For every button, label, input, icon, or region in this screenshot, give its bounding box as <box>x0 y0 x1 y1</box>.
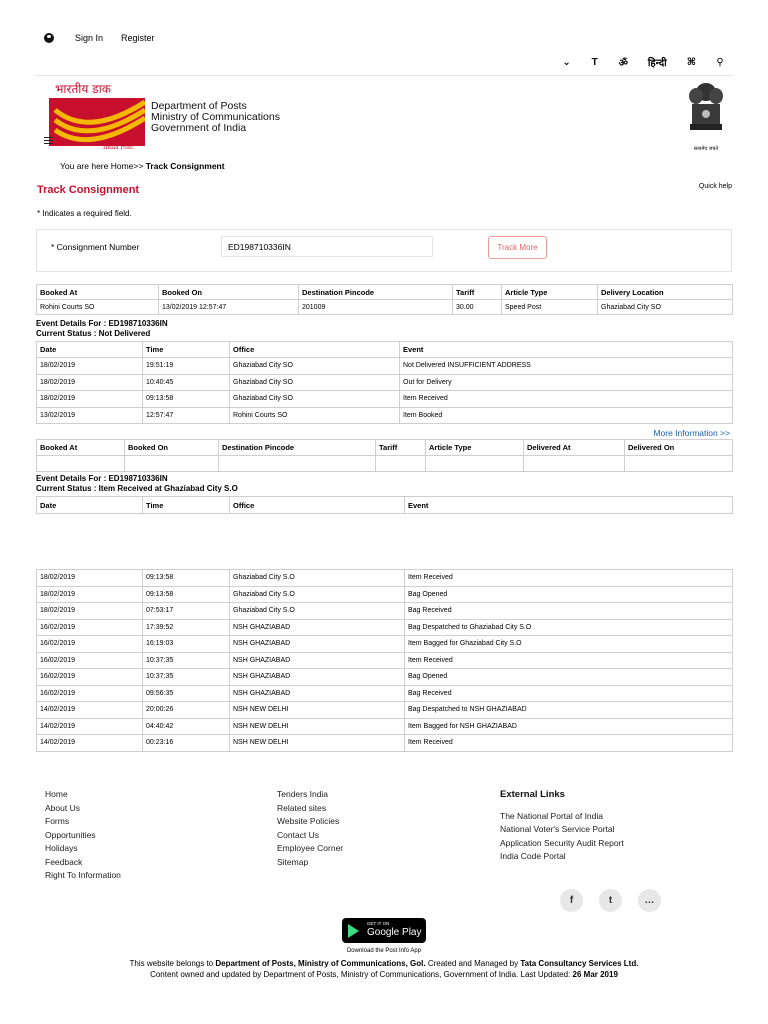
table-cell: Bag Despatched to NSH GHAZIABAD <box>405 702 733 719</box>
language-toggle[interactable]: हिन्दी <box>647 58 667 69</box>
table-row <box>37 300 733 315</box>
column-header: Event <box>405 497 733 514</box>
credits-owner: Department of Posts, Ministry of Communications, GoI. <box>215 959 426 968</box>
column-header: Destination Pincode <box>299 285 453 300</box>
external-link[interactable]: National Voter's Service Portal <box>500 824 615 834</box>
table-cell: Item Received <box>405 735 733 752</box>
footer-link[interactable]: Contact Us <box>277 829 320 840</box>
table-cell: 16/02/2019 <box>37 685 143 702</box>
footer-link[interactable]: Website Policies <box>277 816 340 826</box>
table-cell: 30.00 <box>453 300 502 315</box>
accessibility-tools <box>562 55 724 69</box>
table-cell: Ghaziabad City SO <box>598 300 733 315</box>
footer-link[interactable]: Related sites <box>277 802 327 813</box>
table-row <box>37 735 733 752</box>
emblem-icon <box>684 80 728 142</box>
credits-line-2 <box>0 969 768 980</box>
table-row <box>37 685 733 702</box>
table-cell: 16/02/2019 <box>37 652 143 669</box>
events-table-2 <box>36 569 733 752</box>
national-emblem <box>684 80 728 152</box>
consignment-number-label: * Consignment Number <box>51 242 140 252</box>
table-cell: 18/02/2019 <box>37 586 143 603</box>
current-status: Current Status : Item Received at Ghaziabad City S.O <box>36 484 238 493</box>
table-cell: 09:13:58 <box>143 570 230 587</box>
last-updated-date: 26 Mar 2019 <box>572 970 618 979</box>
table-cell: NSH GHAZIABAD <box>230 636 405 653</box>
column-header: Article Type <box>502 285 598 300</box>
events-table-1 <box>36 341 733 424</box>
gplay-big-text: Google Play <box>367 927 422 938</box>
table-cell: 09:56:35 <box>143 685 230 702</box>
footer-link[interactable]: Home <box>45 789 68 799</box>
external-links-heading: External Links <box>500 789 565 800</box>
facebook-icon[interactable]: f <box>560 889 583 912</box>
table-cell: Not Delivered INSUFFICIENT ADDRESS <box>400 358 733 375</box>
table-cell <box>524 456 625 472</box>
table-cell: 16:19:03 <box>143 636 230 653</box>
table-cell <box>125 456 219 472</box>
column-header: Time <box>143 342 230 358</box>
credits-line-1 <box>0 958 768 969</box>
footer-link[interactable]: About Us <box>45 802 80 813</box>
event-details-for: Event Details For : ED198710336IN <box>36 319 168 328</box>
table-cell: NSH NEW DELHI <box>230 702 405 719</box>
table-cell: NSH GHAZIABAD <box>230 652 405 669</box>
table-cell: 13/02/2019 12:57:47 <box>159 300 299 315</box>
table-cell: NSH GHAZIABAD <box>230 685 405 702</box>
table-cell: Ghaziabad City S.O <box>230 603 405 620</box>
column-header: Booked At <box>37 440 125 456</box>
table-cell: Item Bagged for NSH GHAZIABAD <box>405 718 733 735</box>
social-links <box>560 889 661 912</box>
sitemap-icon[interactable]: ⌘ <box>686 56 696 68</box>
table-row <box>37 669 733 686</box>
column-header: Booked On <box>125 440 219 456</box>
sign-in-link[interactable]: Sign In <box>75 33 104 43</box>
footer-links-col-2 <box>277 788 343 869</box>
search-icon[interactable]: ⚲ <box>716 56 724 68</box>
table-row <box>37 358 733 375</box>
dept-line-1: Department of Posts <box>151 100 247 112</box>
event-details-header-1 <box>36 319 168 339</box>
quick-help-link[interactable]: Quick help <box>698 183 732 190</box>
table-cell: Ghaziabad City SO <box>230 358 400 375</box>
credits-vendor: Tata Consultancy Services Ltd. <box>520 959 639 968</box>
table-cell: 14/02/2019 <box>37 702 143 719</box>
column-header: Booked On <box>159 285 299 300</box>
credits-text: This website belongs to <box>129 959 216 968</box>
text-size-icon[interactable]: T <box>591 56 598 68</box>
table-row <box>37 407 733 424</box>
table-cell: NSH GHAZIABAD <box>230 669 405 686</box>
table-cell: 04:40:42 <box>143 718 230 735</box>
footer-link[interactable]: Opportunities <box>45 829 96 840</box>
table-cell: 18/02/2019 <box>37 391 143 408</box>
page-title: Track Consignment <box>37 184 140 196</box>
dept-line-2: Ministry of Communications <box>151 111 280 123</box>
breadcrumb-current: Track Consignment <box>145 161 225 171</box>
table-header-row <box>37 342 733 358</box>
table-row <box>37 391 733 408</box>
more-information-link[interactable]: More Information >> <box>653 428 730 438</box>
table-cell <box>219 456 376 472</box>
table-cell: Ghaziabad City SO <box>230 374 400 391</box>
table-cell: Speed Post <box>502 300 598 315</box>
table-cell: Rohini Courts SO <box>230 407 400 424</box>
footer-link[interactable]: Sitemap <box>277 856 309 867</box>
column-header: Office <box>230 342 400 358</box>
consignment-form <box>36 229 732 272</box>
events-table-2-header <box>36 496 733 514</box>
table-row <box>37 374 733 391</box>
column-header: Tariff <box>376 440 426 456</box>
india-post-logo[interactable] <box>37 80 167 152</box>
download-caption: Download the Post Info App <box>346 948 422 954</box>
table-cell: NSH GHAZIABAD <box>230 619 405 636</box>
table-row <box>37 456 733 472</box>
top-bar <box>44 33 173 43</box>
table-cell: 14/02/2019 <box>37 735 143 752</box>
current-status: Current Status : Not Delivered <box>36 329 151 338</box>
table-row <box>37 652 733 669</box>
header-divider <box>36 75 732 76</box>
column-header: Office <box>230 497 405 514</box>
table-cell: Bag Received <box>405 685 733 702</box>
table-header-row <box>37 440 733 456</box>
table-cell <box>625 456 733 472</box>
register-link[interactable]: Register <box>121 33 155 43</box>
table-header-row <box>37 285 733 300</box>
column-header: Delivered On <box>625 440 733 456</box>
breadcrumb <box>60 161 225 171</box>
table-cell: Rohini Courts SO <box>37 300 159 315</box>
table-cell: 12:57:47 <box>143 407 230 424</box>
table-cell: 13/02/2019 <box>37 407 143 424</box>
table-cell: 17:39:52 <box>143 619 230 636</box>
required-note: * Indicates a required field. <box>37 209 132 218</box>
table-cell: Bag Received <box>405 603 733 620</box>
table-cell: 07:53:17 <box>143 603 230 620</box>
hamburger-menu-icon[interactable] <box>44 137 53 144</box>
table-cell: Ghaziabad City SO <box>230 391 400 408</box>
table-row <box>37 718 733 735</box>
gplay-small-text: GET IT ON <box>367 921 390 926</box>
column-header: Event <box>400 342 733 358</box>
table-cell: 00:23:16 <box>143 735 230 752</box>
table-cell: NSH NEW DELHI <box>230 735 405 752</box>
table-cell: 16/02/2019 <box>37 669 143 686</box>
column-header: Destination Pincode <box>219 440 376 456</box>
footer-link[interactable]: Holidays <box>45 843 78 853</box>
table-cell: Out for Delivery <box>400 374 733 391</box>
emblem-motto: सत्यमेव जयते <box>693 146 719 152</box>
contrast-icon[interactable]: ॐ <box>618 58 628 69</box>
table-cell: 16/02/2019 <box>37 619 143 636</box>
column-header: Time <box>143 497 230 514</box>
logo-mark <box>49 98 145 146</box>
table-cell <box>37 456 125 472</box>
table-cell: 10:40:45 <box>143 374 230 391</box>
table-cell: 09:13:58 <box>143 391 230 408</box>
footer-link[interactable]: Forms <box>45 816 70 826</box>
table-cell <box>376 456 426 472</box>
footer-credits <box>0 958 768 980</box>
table-header-row <box>37 497 733 514</box>
table-cell: 14/02/2019 <box>37 718 143 735</box>
footer-link[interactable]: Tenders India <box>277 789 329 799</box>
twitter-icon[interactable]: t <box>599 889 622 912</box>
table-cell: Bag Opened <box>405 669 733 686</box>
table-row <box>37 570 733 587</box>
breadcrumb-prefix[interactable]: You are here Home>> <box>60 161 146 171</box>
table-cell: Bag Despatched to Ghaziabad City S.O <box>405 619 733 636</box>
table-cell: 18/02/2019 <box>37 358 143 375</box>
column-header: Booked At <box>37 285 159 300</box>
column-header: Date <box>37 497 143 514</box>
table-cell: Ghaziabad City S.O <box>230 586 405 603</box>
consignment-number-input[interactable] <box>221 236 433 257</box>
google-play-badge[interactable] <box>342 918 426 943</box>
event-details-for: Event Details For : ED198710336IN <box>36 474 168 483</box>
table-cell: 20:00:26 <box>143 702 230 719</box>
table-cell: Item Booked <box>400 407 733 424</box>
footer-link[interactable]: Right To Information <box>45 870 121 880</box>
external-links <box>500 788 624 864</box>
table-cell: 18/02/2019 <box>37 603 143 620</box>
table-cell: Bag Opened <box>405 586 733 603</box>
credits-text: Created and Managed by <box>425 959 521 968</box>
table-cell: NSH NEW DELHI <box>230 718 405 735</box>
chat-icon[interactable]: … <box>638 889 661 912</box>
logo-hindi-name: भारतीय डाक <box>55 82 111 96</box>
column-header: Tariff <box>453 285 502 300</box>
footer-links-col-1 <box>45 788 121 883</box>
table-cell: 16/02/2019 <box>37 636 143 653</box>
table-cell: 18/02/2019 <box>37 570 143 587</box>
footer-link[interactable]: Employee Corner <box>277 843 344 853</box>
track-more-button[interactable]: Track More <box>488 236 547 259</box>
table-row <box>37 636 733 653</box>
external-link[interactable]: Application Security Audit Report <box>500 837 624 848</box>
table-cell: Item Bagged for Ghaziabad City S.O <box>405 636 733 653</box>
table-row <box>37 586 733 603</box>
dept-line-3: Government of India <box>151 122 247 134</box>
table-cell: 10:37:35 <box>143 652 230 669</box>
table-row <box>37 702 733 719</box>
user-icon <box>44 33 54 43</box>
external-link[interactable]: The National Portal of India <box>500 810 604 821</box>
table-cell: 19:51:19 <box>143 358 230 375</box>
delivery-summary-table <box>36 439 733 472</box>
credits-text: Content owned and updated by Department of Posts, Ministry of Communications, Government of India. Last Updated: <box>150 970 573 979</box>
chevron-down-icon[interactable]: ⌄ <box>562 56 571 68</box>
logo-english-name: India Post <box>103 144 134 151</box>
table-cell: 201009 <box>299 300 453 315</box>
table-row <box>37 603 733 620</box>
table-cell: Ghaziabad City S.O <box>230 570 405 587</box>
column-header: Date <box>37 342 143 358</box>
column-header: Article Type <box>426 440 524 456</box>
table-cell: 10:37:35 <box>143 669 230 686</box>
table-cell <box>426 456 524 472</box>
department-name <box>151 101 280 134</box>
event-details-header-2 <box>36 474 238 494</box>
booking-summary-table <box>36 284 733 315</box>
footer-link[interactable]: Feedback <box>45 856 83 867</box>
table-cell: Item Received <box>405 652 733 669</box>
column-header: Delivered At <box>524 440 625 456</box>
external-link[interactable]: India Code Portal <box>500 851 566 861</box>
column-header: Delivery Location <box>598 285 733 300</box>
table-cell: 18/02/2019 <box>37 374 143 391</box>
table-cell: 09:13:58 <box>143 586 230 603</box>
table-row <box>37 619 733 636</box>
play-icon <box>348 924 359 938</box>
table-cell: Item Received <box>400 391 733 408</box>
table-cell: Item Received <box>405 570 733 587</box>
